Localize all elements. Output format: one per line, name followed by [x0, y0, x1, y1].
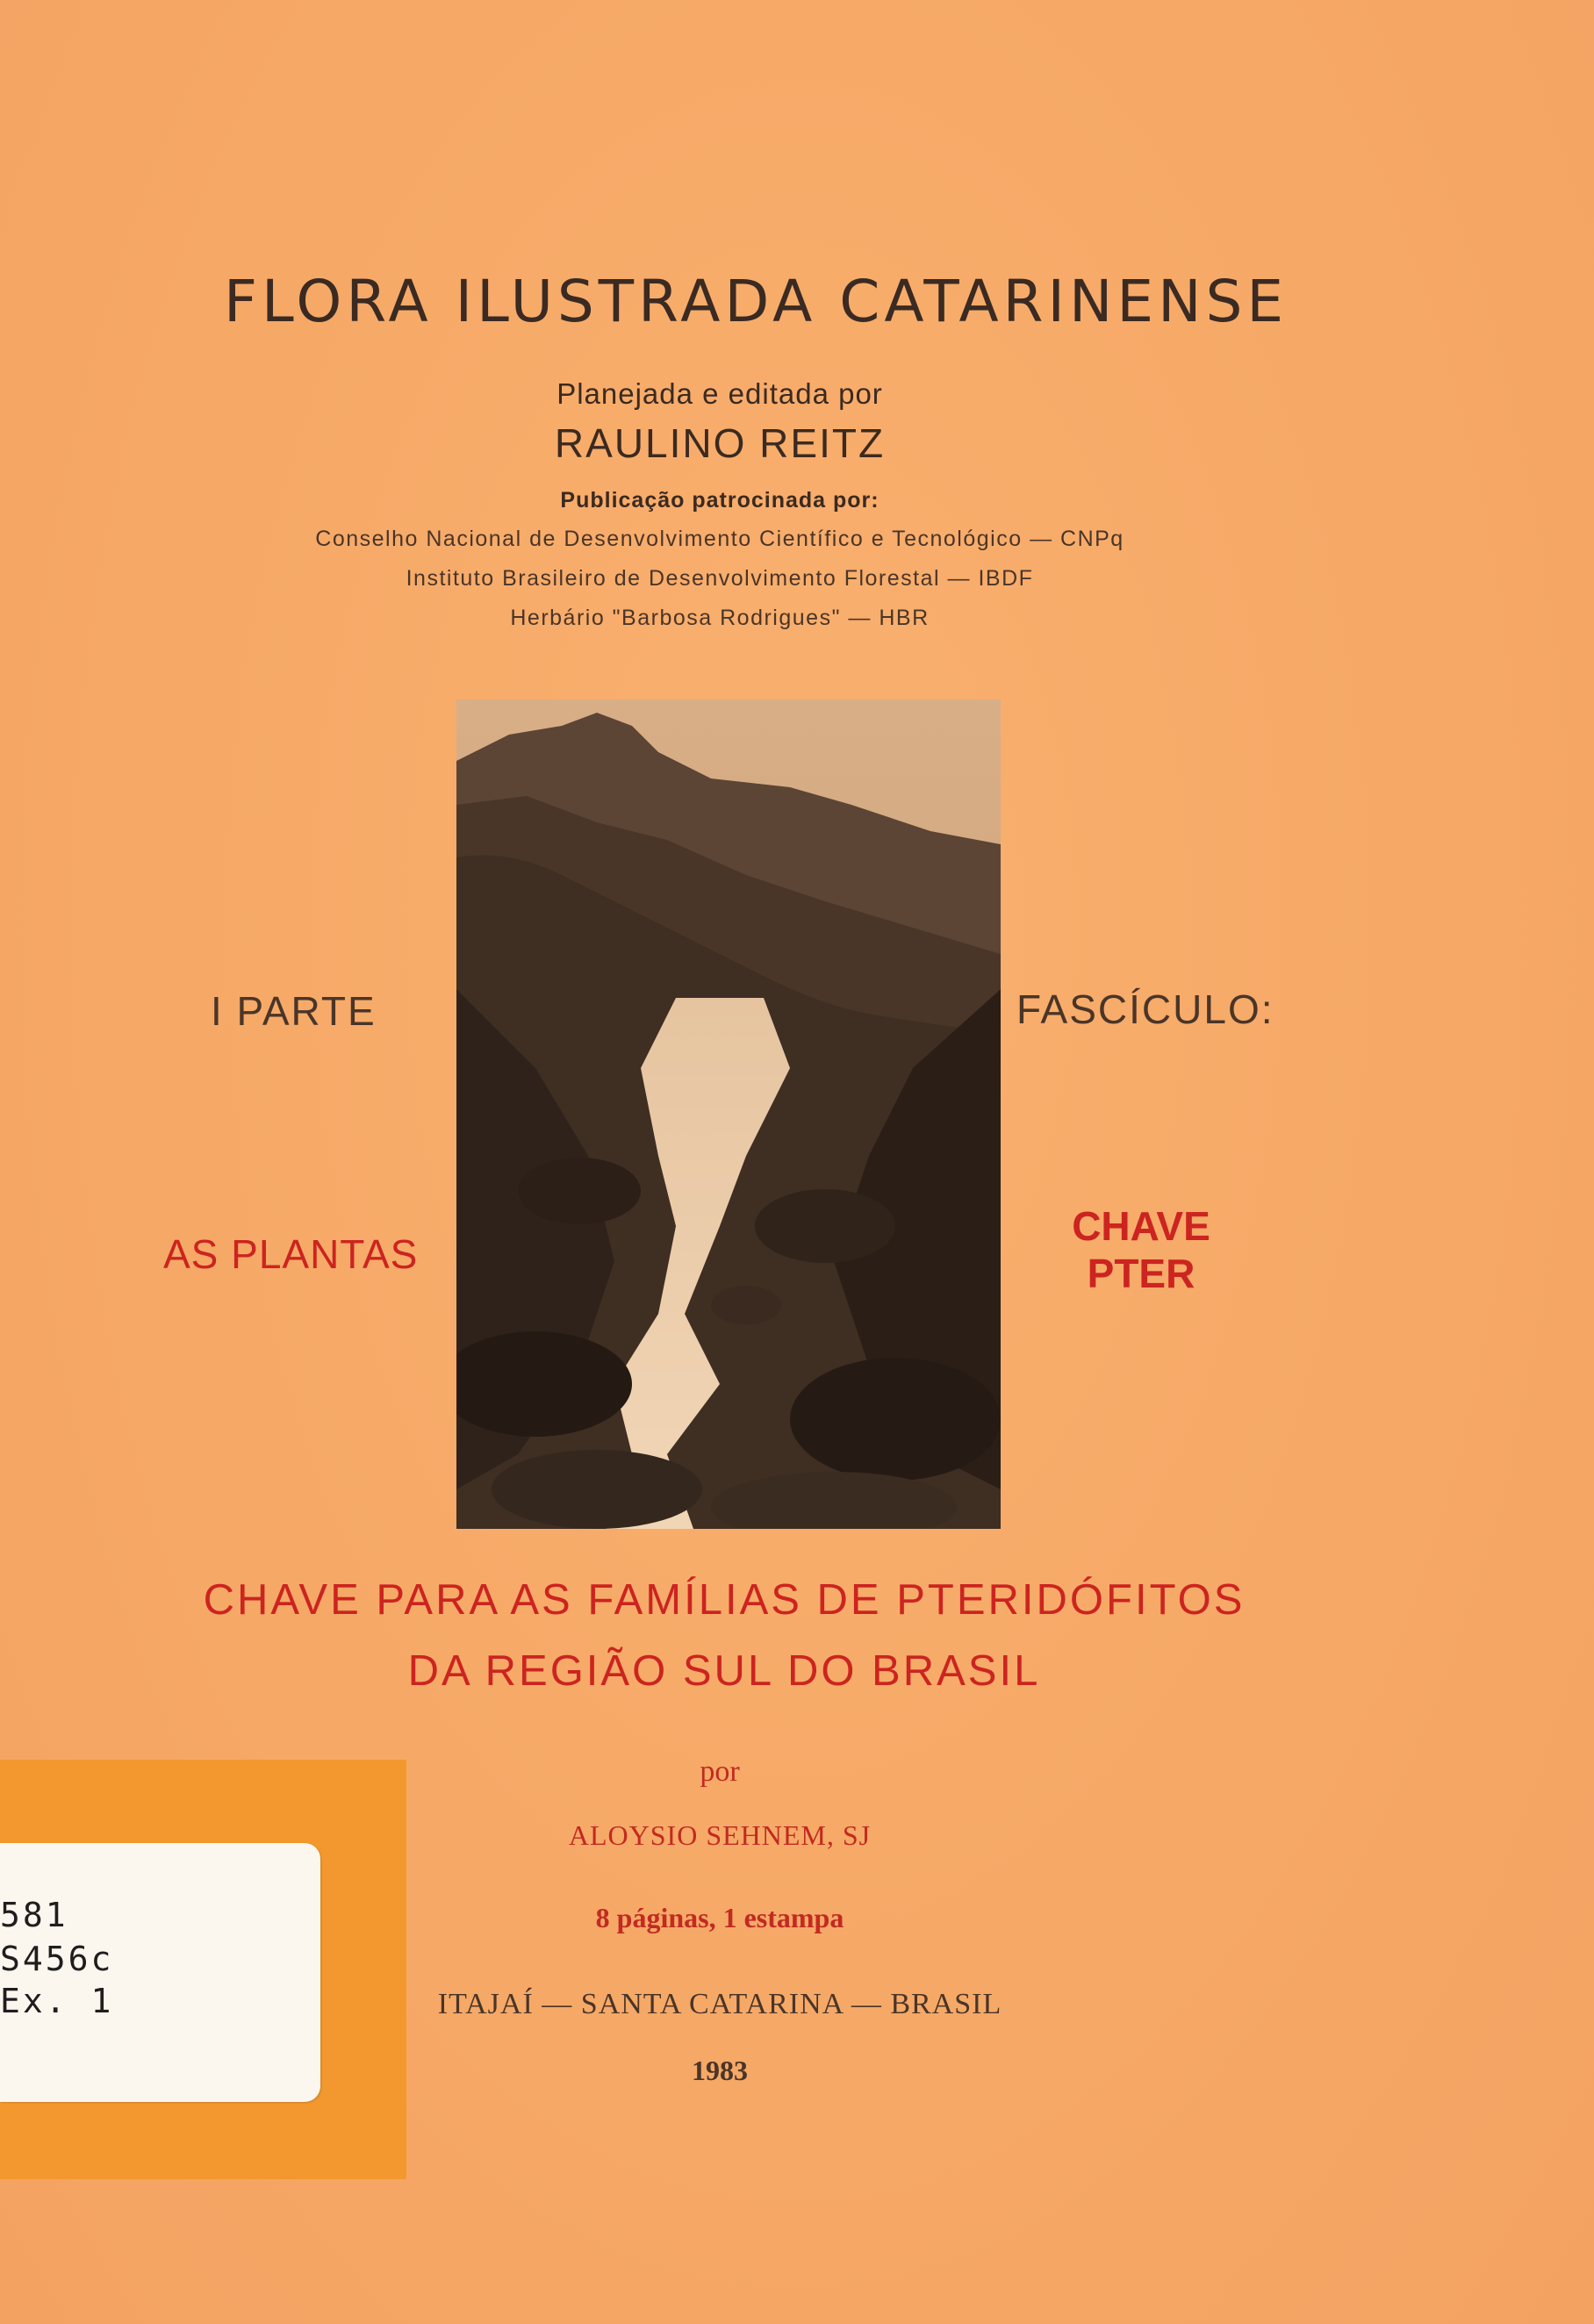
chave-pter-label — [1045, 1202, 1238, 1297]
publication-year: 1983 — [692, 2055, 748, 2086]
author-name: ALOYSIO SEHNEM, SJ — [568, 1819, 872, 1851]
planned-by-line: Planejada e editada por — [556, 377, 883, 410]
sponsor-cnpq: Conselho Nacional de Desenvolvimento Científico e Tecnológico — CNPq — [315, 527, 1124, 551]
sponsor-label: Publicação patrocinada por: — [560, 488, 880, 513]
work-title-line-2: DA REGIÃO SUL DO BRASIL — [407, 1647, 1041, 1695]
chave-line-1: CHAVE — [1072, 1203, 1210, 1249]
page-count: 8 páginas, 1 estampa — [595, 1902, 844, 1933]
fascicle-label: FASCÍCULO: — [1016, 986, 1274, 1032]
chave-line-2: PTER — [1087, 1251, 1196, 1296]
editor-name: RAULINO REITZ — [554, 420, 886, 466]
call-number-cutter: S456c — [0, 1940, 114, 1978]
sponsor-ibdf: Instituto Brasileiro de Desenvolvimento Florestal — IBDF — [406, 566, 1034, 591]
publication-place: ITAJAÍ — SANTA CATARINA — BRASIL — [437, 1988, 1002, 2020]
call-number-class: 581 — [0, 1896, 68, 1934]
part-label: I PARTE — [211, 988, 377, 1034]
plants-label: AS PLANTAS — [163, 1231, 419, 1277]
sponsor-hbr: Herbário "Barbosa Rodrigues" — HBR — [510, 606, 930, 630]
by-label: por — [700, 1755, 740, 1788]
work-title-line-1: CHAVE PARA AS FAMÍLIAS DE PTERIDÓFITOS — [203, 1576, 1246, 1624]
waterfall-photo — [456, 699, 1001, 1529]
series-title: FLORA ILUSTRADA CATARINENSE — [224, 268, 1289, 335]
call-number-copy: Ex. 1 — [0, 1982, 114, 2020]
